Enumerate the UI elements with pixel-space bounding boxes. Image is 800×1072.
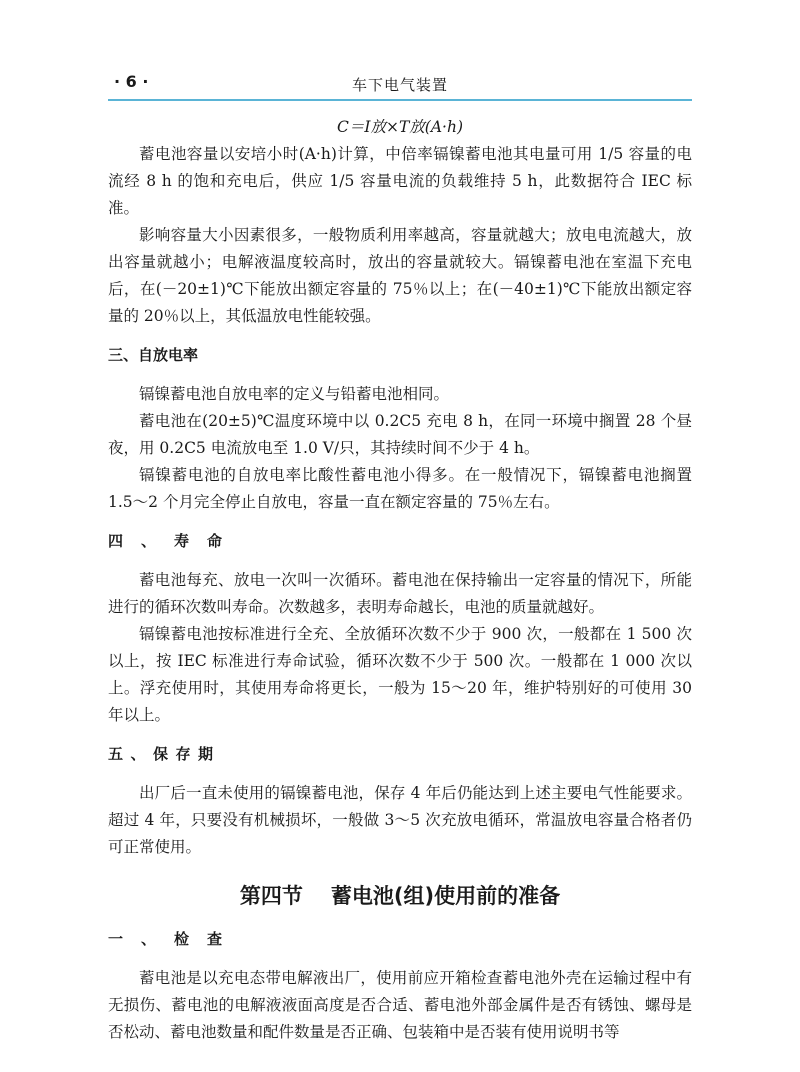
paragraph: 蓄电池在(20±5)℃温度环境中以 0.2C5 充电 8 h，在同一环境中搁置 28 个昼夜，用 0.2C5 电流放电至 1.0 V/只，其持续时间不少于 4 h。 <box>108 412 692 457</box>
chapter-number: 第四节 <box>239 884 303 908</box>
paragraph: 蓄电池容量以安培小时(A·h)计算，中倍率镉镍蓄电池其电量可用 1/5 容量的电流经 8 h 的饱和充电后，供应 1/5 容量电流的负载维持 5 h，此数据符合 IEC 标准。 <box>108 145 692 217</box>
page-body <box>108 114 692 1046</box>
page-number: · 6 · <box>114 72 149 91</box>
capacity-formula: C＝I放×T放(A·h) <box>336 118 463 136</box>
paragraph: 蓄电池每充、放电一次叫一次循环。蓄电池在保持输出一定容量的情况下，所能进行的循环次数叫寿命。次数越多，表明寿命越长，电池的质量就越好。 <box>108 571 692 616</box>
paragraph: 影响容量大小因素很多，一般物质利用率越高，容量就越大；放电电流越大，放出容量就越小；电解液温度较高时，放出的容量就较大。镉镍蓄电池在室温下充电后，在(－20±1)℃下能放出额定容量的 75％以上；在(－40±1)℃下能放出额定容量的 20％以上，其低温放电性能较强。 <box>108 226 692 325</box>
page-header <box>108 70 692 98</box>
paragraph: 蓄电池是以充电态带电解液出厂，使用前应开箱检查蓄电池外壳在运输过程中有无损伤、蓄电池的电解液液面高度是否合适、蓄电池外部金属件是否有锈蚀、螺母是否松动、蓄电池数量和配件数量是否正确、包装箱中是否装有使用说明书等 <box>108 969 692 1041</box>
header-rule <box>108 99 692 101</box>
section-heading-life: 四、寿命 <box>108 532 241 550</box>
chapter-title: 蓄电池(组)使用前的准备 <box>330 884 561 908</box>
section-heading-inspection: 一、检查 <box>108 930 241 948</box>
paragraph: 镉镍蓄电池按标准进行全充、全放循环次数不少于 900 次，一般都在 1 500 次以上，按 IEC 标准进行寿命试验，循环次数不少于 500 次。一般都在 1 000 次以上。浮充使用时，其使用寿命将更长，一般为 15～20 年，维护特别好的可使用 30 年以上。 <box>108 625 692 724</box>
running-title: 车下电气装置 <box>351 76 448 94</box>
paragraph: 镉镍蓄电池自放电率的定义与铅蓄电池相同。 <box>139 385 450 403</box>
section-heading-storage: 五、保存期 <box>108 745 221 763</box>
chapter-heading <box>108 883 692 910</box>
paragraph: 出厂后一直未使用的镉镍蓄电池，保存 4 年后仍能达到上述主要电气性能要求。超过 4 年，只要没有机械损坏，一般做 3～5 次充放电循环，常温放电容量合格者仍可正常使用。 <box>108 784 692 856</box>
paragraph: 镉镍蓄电池的自放电率比酸性蓄电池小得多。在一般情况下，镉镍蓄电池搁置 1.5～2 个月完全停止自放电，容量一直在额定容量的 75％左右。 <box>108 466 692 511</box>
section-heading-self-discharge: 三、自放电率 <box>108 346 199 364</box>
